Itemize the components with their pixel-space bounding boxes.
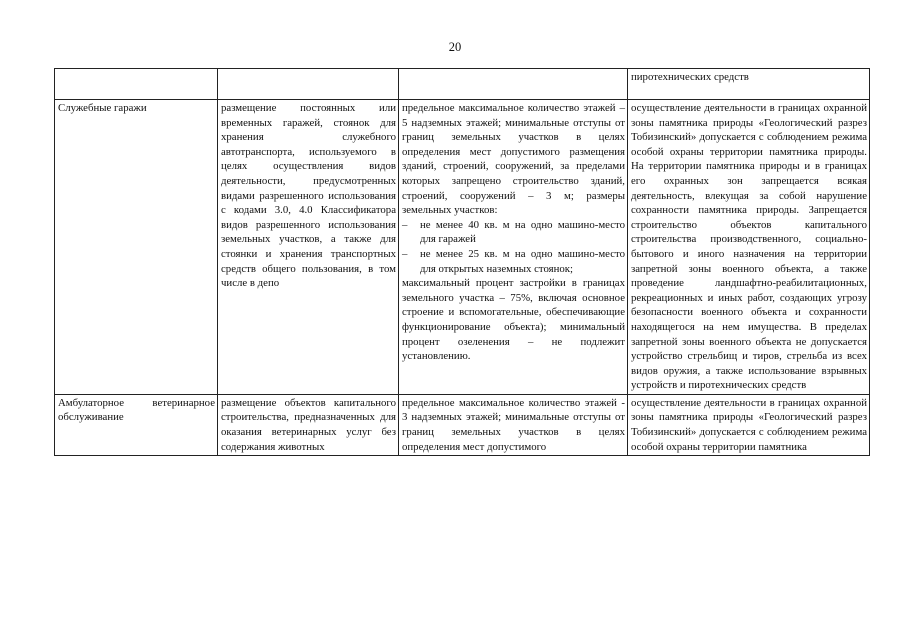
cell-restrictions-continuation: пиротехнических средств	[628, 69, 870, 100]
dash-bullet: –	[402, 218, 408, 231]
cell-empty	[218, 69, 399, 100]
cell-parameters: предельное максимальное количество этажей - 3 надземных этажей; минимальные отступы от границ земельных участков в целях определения мест допустимого	[399, 394, 628, 455]
parameters-outro: максимальный процент застройки в границах земельного участка – 75%, включая основное строение и вспомогательные, обеспечивающие функционирование объекта); минимальный процент озеленения – не подлежит установлению.	[402, 277, 625, 363]
cell-use-name: Служебные гаражи	[55, 100, 218, 395]
cell-use-description: размещение постоянных или временных гаражей, стоянок для хранения служебного автотранспорта, используемого в целях осуществления видов деятельности, предусмотренных видами разрешенного использования с кодами 3.0, 4.0 Классификатора видов разрешенного использования земельных участков, а также для стоянки и хранения транспортных средств общего пользования, в том числе в депо	[218, 100, 399, 395]
table-row	[55, 394, 870, 455]
parameters-intro: предельное максимальное количество этажей – 5 надземных этажей; минимальные отступы от границ земельных участков в целях определения мест допустимого размещения зданий, строений, сооружений, за пределами которых запрещено строительство зданий, строений, сооружений – 3 м; размеры земельных участков:	[402, 102, 625, 217]
cell-use-name: Амбулаторное ветеринарное обслуживание	[55, 394, 218, 455]
list-item-text: не менее 25 кв. м на одно машино-место для открытых наземных стоянок;	[420, 247, 625, 275]
dash-bullet: –	[402, 247, 408, 260]
table-row-continuation	[55, 69, 870, 100]
list-item-text: не менее 40 кв. м на одно машино-место для гаражей	[420, 218, 625, 246]
list-item	[402, 247, 625, 276]
table-row	[55, 100, 870, 395]
list-item	[402, 218, 625, 247]
cell-use-description: размещение объектов капитального строительства, предназначенных для оказания ветеринарных услуг без содержания животных	[218, 394, 399, 455]
regulations-table	[54, 68, 870, 456]
cell-empty	[55, 69, 218, 100]
cell-empty	[399, 69, 628, 100]
cell-restrictions: осуществление деятельности в границах охранной зоны памятника природы «Геологический разрез Тобизинский» допускается с соблюдением режима особой охраны территории памятника природы. На территории памятника природы и в границах его охранных зон запрещается всякая деятельность, влекущая за собой нарушение сохранности памятника природы. Запрещается строительство объектов капитального строительства производственного, социально-бытового и иного назначения на территории запретной зоны военного объекта, а также проведение ландшафтно-реабилитационных, рекреационных и иных работ, создающих угрозу безопасности военного объекта и сохранности находящегося на нем имущества. В пределах запретной зоны военного объекта не допускается устройство стрельбищ и тиров, стрельба из всех видов оружия, а также использование взрывных устройств и пиротехнических средств	[628, 100, 870, 395]
cell-restrictions: осуществление деятельности в границах охранной зоны памятника природы «Геологический разрез Тобизинский» допускается с соблюдением режима особой охраны территории памятника	[628, 394, 870, 455]
page-number: 20	[448, 40, 462, 54]
cell-parameters	[399, 100, 628, 395]
